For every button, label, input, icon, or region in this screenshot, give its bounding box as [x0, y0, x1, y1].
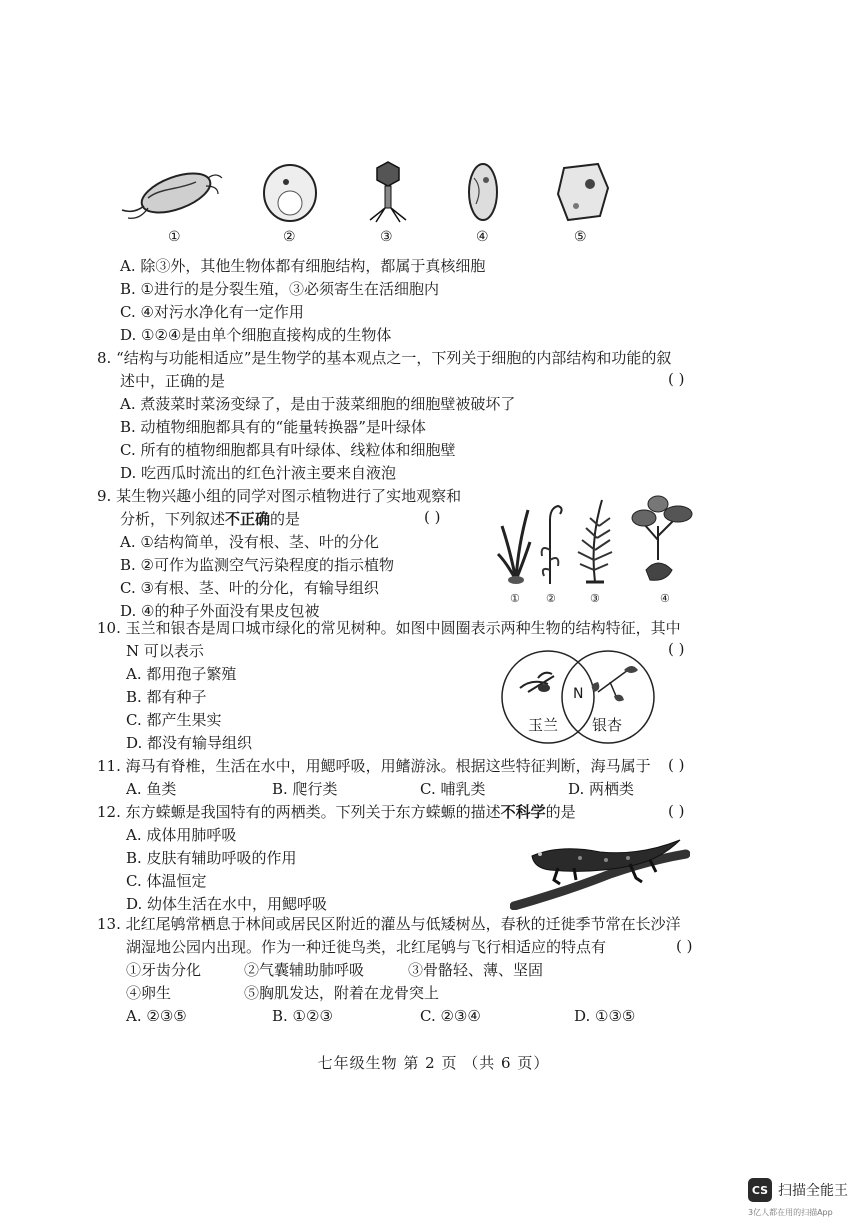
- q8-option-c: C. 所有的植物细胞都具有叶绿体、线粒体和细胞壁: [120, 441, 456, 459]
- q13-item-5: ⑤胸肌发达，附着在龙骨突上: [244, 984, 440, 1002]
- q10-option-d: D. 都没有输导组织: [126, 734, 253, 752]
- q13-option-a: A. ②③⑤: [126, 1007, 187, 1025]
- q9-option-a: A. ①结构简单，没有根、茎、叶的分化: [120, 533, 379, 551]
- plant-label-1: ①: [510, 592, 520, 605]
- q12-stem: 12. 东方蝾螈是我国特有的两栖类。下列关于东方蝾螈的描述不科学的是: [97, 803, 576, 821]
- plant-illustrations: [490, 490, 710, 590]
- venn-right-label: 银杏: [592, 716, 623, 734]
- q10-stem-line2: N 可以表示: [126, 642, 204, 660]
- q8-option-b: B. 动植物细胞都具有的“能量转换器”是叶绿体: [120, 418, 426, 436]
- paramecium-illustration: [469, 164, 497, 220]
- q10-answer-paren: ( ): [668, 640, 685, 658]
- q12-option-c: C. 体温恒定: [126, 872, 207, 890]
- page-footer: 七年级生物 第 2 页 （共 6 页）: [317, 1054, 550, 1072]
- scanner-brand-tagline: 3亿人都在用的扫描App: [748, 1208, 833, 1217]
- q8-option-a: A. 煮菠菜时菜汤变绿了，是由于菠菜细胞的细胞壁被破坏了: [120, 395, 516, 413]
- moss-illustration: [542, 506, 562, 584]
- organism-label-3: ③: [380, 229, 393, 245]
- salamander-illustration: [510, 830, 690, 910]
- q13-item-1: ①牙齿分化: [126, 961, 202, 979]
- q8-stem-line2: 述中，正确的是: [120, 372, 226, 390]
- q7-option-b: B. ①进行的是分裂生殖，③必须寄生在活细胞内: [120, 280, 440, 298]
- q10-option-a: A. 都用孢子繁殖: [126, 665, 237, 683]
- q13-option-b: B. ①②③: [272, 1007, 333, 1025]
- q13-answer-paren: ( ): [676, 937, 693, 955]
- fern-illustration: [578, 500, 612, 582]
- q12-option-d: D. 幼体生活在水中，用鳃呼吸: [126, 895, 328, 913]
- organism-label-5: ⑤: [574, 229, 587, 245]
- q8-stem-line1: 8. “结构与功能相适应”是生物学的基本观点之一，下列关于细胞的内部结构和功能的叙: [97, 349, 672, 367]
- scanner-watermark: [748, 1178, 848, 1202]
- plant-label-4: ④: [660, 592, 670, 605]
- q11-answer-paren: ( ): [668, 756, 685, 774]
- organism-illustrations: [118, 158, 628, 228]
- q13-stem-line2: 湖湿地公园内出现。作为一种迁徙鸟类，北红尾鸲与飞行相适应的特点有: [126, 938, 607, 956]
- q9-option-b: B. ②可作为监测空气污染程度的指示植物: [120, 556, 395, 574]
- q12-option-a: A. 成体用肺呼吸: [126, 826, 237, 844]
- q9-stem-line1: 9. 某生物兴趣小组的同学对图示植物进行了实地观察和: [97, 487, 462, 505]
- venn-center-label: N: [573, 686, 584, 702]
- q11-option-c: C. 哺乳类: [420, 780, 486, 798]
- q13-item-4: ④卵生: [126, 984, 172, 1002]
- yeast-illustration: [264, 165, 316, 221]
- virus-illustration: [370, 162, 406, 222]
- bacterium-illustration: [122, 166, 222, 221]
- q7-option-a: A. 除③外，其他生物体都有细胞结构，都属于真核细胞: [120, 257, 486, 275]
- q12-answer-paren: ( ): [668, 802, 685, 820]
- venn-left-label: 玉兰: [528, 716, 559, 734]
- organism-label-1: ①: [168, 229, 181, 245]
- q11-option-a: A. 鱼类: [126, 780, 177, 798]
- scanner-brand-name: 扫描全能王: [778, 1183, 848, 1199]
- q11-option-d: D. 两栖类: [568, 780, 635, 798]
- q9-answer-paren: ( ): [424, 508, 441, 526]
- q9-option-c: C. ③有根、茎、叶的分化，有输导组织: [120, 579, 379, 597]
- q10-option-c: C. 都产生果实: [126, 711, 222, 729]
- q13-item-3: ③骨骼轻、薄、坚固: [408, 961, 544, 979]
- q13-item-2: ②气囊辅助肺呼吸: [244, 961, 365, 979]
- q12-option-b: B. 皮肤有辅助呼吸的作用: [126, 849, 297, 867]
- plant-label-2: ②: [546, 592, 556, 605]
- q7-option-d: D. ①②④是由单个细胞直接构成的生物体: [120, 326, 392, 344]
- q10-option-b: B. 都有种子: [126, 688, 207, 706]
- q11-option-b: B. 爬行类: [272, 780, 338, 798]
- organism-label-2: ②: [283, 229, 296, 245]
- camscanner-logo-icon: CS: [748, 1178, 772, 1202]
- seed-plant-illustration: [632, 496, 692, 580]
- q13-option-d: D. ①③⑤: [574, 1007, 636, 1025]
- q9-stem-line2: 分析，下列叙述不正确的是: [120, 510, 301, 528]
- organism-label-4: ④: [476, 229, 489, 245]
- plant-cell-illustration: [558, 164, 608, 220]
- q7-option-c: C. ④对污水净化有一定作用: [120, 303, 304, 321]
- algae-illustration: [498, 510, 530, 584]
- q11-stem: 11. 海马有脊椎，生活在水中，用鳃呼吸，用鳍游泳。根据这些特征判断，海马属于: [97, 757, 651, 775]
- q8-option-d: D. 吃西瓜时流出的红色汁液主要来自液泡: [120, 464, 397, 482]
- q8-answer-paren: ( ): [668, 370, 685, 388]
- q9-option-d: D. ④的种子外面没有果皮包被: [120, 602, 320, 620]
- q13-stem-line1: 13. 北红尾鸲常栖息于林间或居民区附近的灌丛与低矮树丛，春秋的迁徙季节常在长沙洋: [97, 915, 681, 933]
- q13-option-c: C. ②③④: [420, 1007, 481, 1025]
- plant-label-3: ③: [590, 592, 600, 605]
- q10-stem-line1: 10. 玉兰和银杏是周口城市绿化的常见树种。如图中圆圈表示两种生物的结构特征，其中: [97, 619, 681, 637]
